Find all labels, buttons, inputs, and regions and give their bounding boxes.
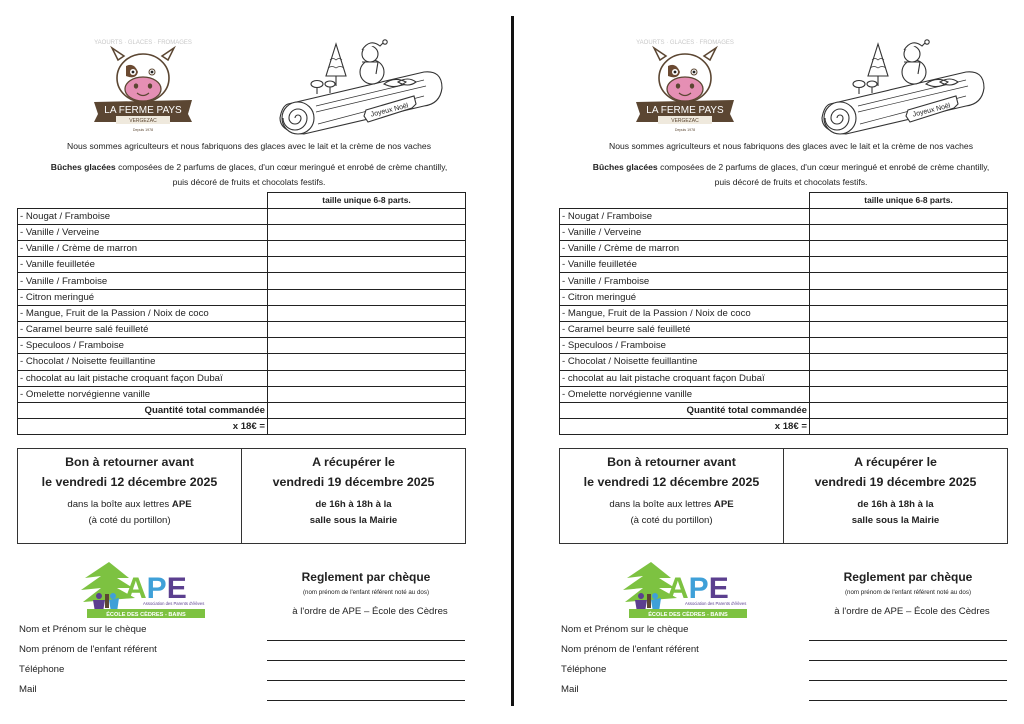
product-description-line2: puis décoré de fruits et chocolats festifs. [172,177,326,187]
farm-logo-subtitle: VERGEZAC [129,118,157,124]
product-description-bold: Bûches glacées [592,162,658,172]
total-quantity-value-cell[interactable] [810,402,1008,418]
quantity-cell[interactable] [268,322,466,338]
return-sub-line2: (à coté du portillon) [630,515,713,526]
field-input-line[interactable] [267,680,465,681]
pickup-sub-line1: de 16h à 18h à la [857,499,934,510]
quantity-cell[interactable] [268,289,466,305]
flavor-name: - Chocolat / Noisette feuillantine [560,354,810,370]
farm-logo-name: LA FERME PAYS [646,105,724,116]
flavor-name: - Omelette norvégienne vanille [18,386,268,402]
payment-note: (nom prénom de l'enfant référent noté au dos) [844,589,972,596]
field-label: Mail [19,684,37,695]
payment-title: Reglement par chèque [843,570,973,584]
quantity-cell[interactable] [810,386,1008,402]
flavor-name: - Citron meringué [18,289,268,305]
order-row [18,370,466,386]
order-row [560,257,1008,273]
order-row [560,273,1008,289]
pickup-box [242,449,465,543]
field-input-line[interactable] [809,700,1007,701]
flavor-name: - Chocolat / Noisette feuillantine [18,354,268,370]
return-title-line2: le vendredi 12 décembre 2025 [41,475,218,489]
quantity-cell[interactable] [268,305,466,321]
order-row [560,354,1008,370]
yule-log-illustration [816,32,1016,138]
total-quantity-row [560,402,1008,418]
flavor-name: - Nougat / Framboise [18,208,268,224]
field-label: Mail [561,684,579,695]
field-input-line[interactable] [267,640,465,641]
order-row [560,241,1008,257]
flavor-name: - Vanille / Crème de marron [560,241,810,257]
pickup-sub-line2: salle sous la Mairie [851,515,940,526]
flavor-name: - Vanille feuilletée [18,257,268,273]
return-sub-ape: APE [713,499,734,510]
order-row [18,241,466,257]
ape-logo-caption: Association des Parents d'élèves [685,601,747,606]
size-header: taille unique 6-8 parts. [268,193,466,209]
order-row [560,289,1008,305]
ape-logo-caption: Association des Parents d'élèves [143,601,205,606]
flavor-name: - Vanille / Verveine [18,224,268,240]
product-description-line1: composées de 2 parfums de glaces, d'un cœur meringué et enrobé de crème chantilly, [657,162,990,172]
order-table [559,192,1008,435]
total-price-row [18,419,466,435]
order-row [560,322,1008,338]
flavor-name: - Caramel beurre salé feuilleté [560,322,810,338]
flavor-name: - Speculoos / Framboise [18,338,268,354]
field-label: Nom et Prénom sur le chèque [561,624,689,635]
order-row [560,224,1008,240]
payment-note: (nom prénom de l'enfant référent noté au dos) [302,589,430,596]
payment-title: Reglement par chèque [301,570,431,584]
total-price-row [560,419,1008,435]
order-row [560,208,1008,224]
quantity-cell[interactable] [268,224,466,240]
flavor-name: - Omelette norvégienne vanille [560,386,810,402]
flavor-name: - Mangue, Fruit de la Passion / Noix de coco [560,305,810,321]
quantity-cell[interactable] [268,338,466,354]
flavor-name: - Speculoos / Framboise [560,338,810,354]
flavor-name: - Vanille / Framboise [18,273,268,289]
order-row [18,305,466,321]
order-row [560,338,1008,354]
page-divider [511,16,514,706]
quantity-cell[interactable] [810,224,1008,240]
ape-logo-letters: APE [125,572,187,605]
size-header: taille unique 6-8 parts. [810,193,1008,209]
quantity-cell[interactable] [268,241,466,257]
payment-order: à l'ordre de APE – École des Cèdres [834,606,990,617]
total-quantity-label: Quantité total commandée [18,402,268,418]
pickup-title-line2: vendredi 19 décembre 2025 [272,475,435,489]
farm-logo [630,34,740,134]
farm-logo-name: LA FERME PAYS [104,105,182,116]
ape-logo-letters: APE [667,572,729,605]
field-input-line[interactable] [267,660,465,661]
order-row [18,257,466,273]
field-input-line[interactable] [267,700,465,701]
return-sub-line1: dans la boîte aux lettres [67,499,172,510]
quantity-cell[interactable] [268,208,466,224]
pickup-title-line1: A récupérer le [854,455,937,469]
order-row [18,273,466,289]
ape-logo [621,558,751,622]
quantity-cell[interactable] [810,338,1008,354]
order-table-header [560,193,1008,209]
pickup-box [784,449,1007,543]
total-price-value-cell[interactable] [268,419,466,435]
farm-tagline: YAOURTS · GLACES · FROMAGES [94,40,192,46]
return-title-line1: Bon à retourner avant [607,455,736,469]
order-row [18,289,466,305]
order-form-left [16,0,486,724]
log-banner-text: Joyeux Noël [370,102,410,119]
order-row [18,354,466,370]
info-box [17,448,466,544]
quantity-cell[interactable] [810,273,1008,289]
quantity-cell[interactable] [810,241,1008,257]
flavor-name: - Mangue, Fruit de la Passion / Noix de coco [18,305,268,321]
order-table-header [18,193,466,209]
total-price-value-cell[interactable] [810,419,1008,435]
quantity-cell[interactable] [810,208,1008,224]
order-row [560,370,1008,386]
flavor-name: - Nougat / Framboise [560,208,810,224]
order-table [17,192,466,435]
order-row [18,322,466,338]
flavor-name: - chocolat au lait pistache croquant façon Dubaï [560,370,810,386]
order-form-right [558,0,1024,724]
farm-logo [88,34,198,134]
return-sub-line1: dans la boîte aux lettres [609,499,714,510]
product-description-line2: puis décoré de fruits et chocolats festifs. [714,177,868,187]
ape-logo [79,558,209,622]
quantity-cell[interactable] [268,354,466,370]
return-title-line2: le vendredi 12 décembre 2025 [583,475,760,489]
product-description-line1: composées de 2 parfums de glaces, d'un cœur meringué et enrobé de crème chantilly, [115,162,448,172]
total-price-label: x 18€ = [18,419,268,435]
return-sub-line2: (à coté du portillon) [88,515,171,526]
farm-tagline: YAOURTS · GLACES · FROMAGES [636,40,734,46]
farm-logo-subtitle: VERGEZAC [671,118,699,124]
quantity-cell[interactable] [810,354,1008,370]
farm-logo-since: Depuis 1978 [674,128,696,132]
ape-logo-school: ÉCOLE DES CÈDRES - BAINS [106,612,186,618]
flavor-name: - chocolat au lait pistache croquant façon Dubaï [18,370,268,386]
flavor-name: - Caramel beurre salé feuilleté [18,322,268,338]
flavor-name: - Vanille / Verveine [560,224,810,240]
ape-logo-school: ÉCOLE DES CÈDRES - BAINS [648,612,728,618]
total-quantity-row [18,402,466,418]
total-quantity-value-cell[interactable] [268,402,466,418]
quantity-cell[interactable] [810,370,1008,386]
return-box [560,449,784,543]
intro-text: Nous sommes agriculteurs et nous fabriquons des glaces avec le lait et la crème de nos vaches [67,141,431,151]
return-box [18,449,242,543]
field-input-line[interactable] [809,640,1007,641]
order-row [18,338,466,354]
field-input-line[interactable] [809,660,1007,661]
quantity-cell[interactable] [268,273,466,289]
quantity-cell[interactable] [810,322,1008,338]
field-input-line[interactable] [809,680,1007,681]
return-sub-ape: APE [171,499,192,510]
flavor-name: - Vanille feuilletée [560,257,810,273]
field-label: Nom et Prénom sur le chèque [19,624,147,635]
quantity-cell[interactable] [268,386,466,402]
farm-logo-since: Depuis 1978 [132,128,154,132]
field-label: Nom prénom de l'enfant référent [561,644,699,655]
product-description-bold: Bûches glacées [50,162,116,172]
quantity-cell[interactable] [268,257,466,273]
pickup-title-line2: vendredi 19 décembre 2025 [814,475,977,489]
flavor-name: - Vanille / Crème de marron [18,241,268,257]
quantity-cell[interactable] [810,289,1008,305]
quantity-cell[interactable] [810,305,1008,321]
field-label: Téléphone [19,664,65,675]
yule-log-illustration [274,32,474,138]
pickup-title-line1: A récupérer le [312,455,395,469]
quantity-cell[interactable] [810,257,1008,273]
flavor-name: - Vanille / Framboise [560,273,810,289]
total-quantity-label: Quantité total commandée [560,402,810,418]
log-banner-text: Joyeux Noël [912,102,952,119]
order-row [560,305,1008,321]
intro-text: Nous sommes agriculteurs et nous fabriquons des glaces avec le lait et la crème de nos vaches [609,141,973,151]
order-row [560,386,1008,402]
pickup-sub-line2: salle sous la Mairie [309,515,398,526]
order-row [18,386,466,402]
flavor-name: - Citron meringué [560,289,810,305]
return-title-line1: Bon à retourner avant [65,455,194,469]
pickup-sub-line1: de 16h à 18h à la [315,499,392,510]
quantity-cell[interactable] [268,370,466,386]
info-box [559,448,1008,544]
order-row [18,224,466,240]
field-label: Nom prénom de l'enfant référent [19,644,157,655]
payment-order: à l'ordre de APE – École des Cèdres [292,606,448,617]
field-label: Téléphone [561,664,607,675]
product-description [558,160,1024,190]
order-row [18,208,466,224]
total-price-label: x 18€ = [560,419,810,435]
product-description [16,160,482,190]
